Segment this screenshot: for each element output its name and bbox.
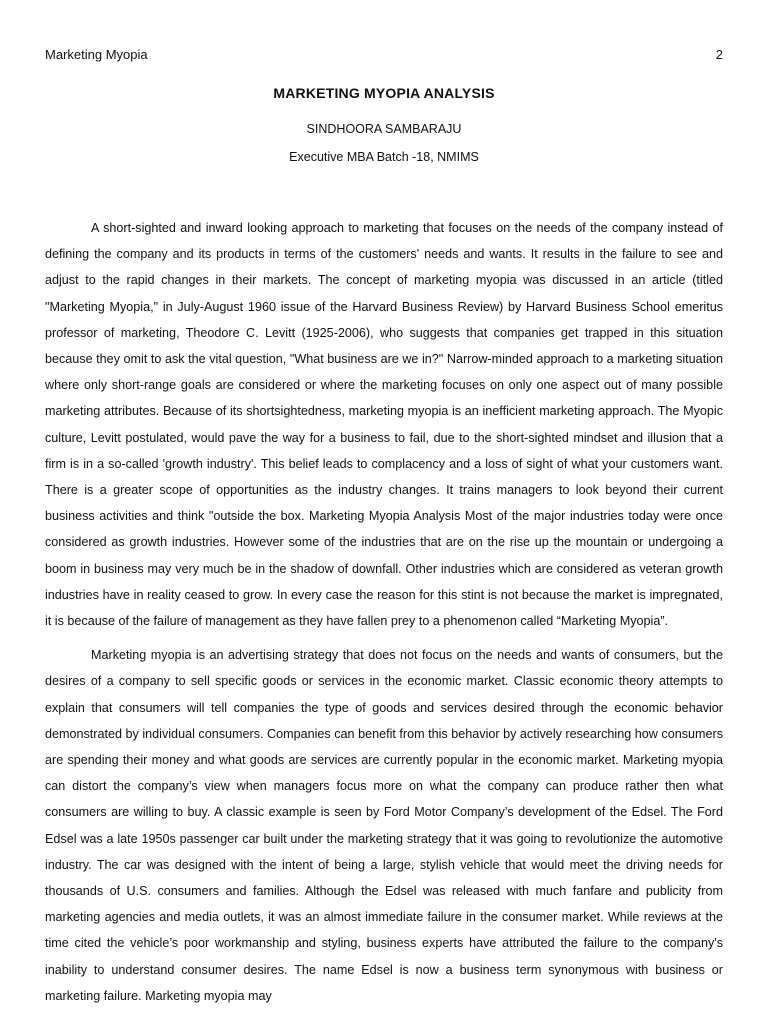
running-head: Marketing Myopia: [45, 47, 148, 62]
document-title: MARKETING MYOPIA ANALYSIS: [273, 85, 495, 101]
author-name: SINDHOORA SAMBARAJU: [306, 122, 462, 136]
paragraph-2: Marketing myopia is an advertising strategy that does not focus on the needs and wants of consumers, but the desires of a company to sell specific goods or services in the economic market. Classic economic theory attempts to explain that consumers will tell companies the type of goods and services desired through the economic behavior demonstrated by individual consumers. Companies can benefit from this behavior by actively researching how consumers are spending their money and what goods are services are currently popular in the economic market. Marketing myopia can distort the company’s view when managers focus more on what the company can produce rather then what consumers are willing to buy. A classic example is seen by Ford Motor Company’s development of the Edsel. The Ford Edsel was a late 1950s passenger car built under the marketing strategy that it was going to revolutionize the automotive industry. The car was designed with the intent of being a large, stylish vehicle that would meet the driving needs for thousands of U.S. consumers and families. Although the Edsel was released with much fanfare and publicity from marketing agencies and media outlets, it was an almost immediate failure in the consumer market. While reviews at the time cited the vehicle’s poor workmanship and styling, business experts have attributed the failure to the company's inability to understand consumer desires. The name Edsel is now a business term synonymous with business or marketing failure. Marketing myopia may: [45, 648, 723, 1003]
page-header: [45, 45, 723, 65]
title-block: [45, 82, 723, 166]
body-text: [45, 215, 723, 1009]
paragraph-1: A short-sighted and inward looking approach to marketing that focuses on the needs of the company instead of defining the company and its products in terms of the customers' needs and wants. It results in the failure to see and adjust to the rapid changes in their markets. The concept of marketing myopia was discussed in an article (titled "Marketing Myopia," in July-August 1960 issue of the Harvard Business Review) by Harvard Business School emeritus professor of marketing, Theodore C. Levitt (1925-2006), who suggests that companies get trapped in this situation because they omit to ask the vital question, "What business are we in?" Narrow-minded approach to a marketing situation where only short-range goals are considered or where the marketing focuses on only one aspect out of many possible marketing attributes. Because of its shortsightedness, marketing myopia is an inefficient marketing approach. The Myopic culture, Levitt postulated, would pave the way for a business to fail, due to the short-sighted mindset and illusion that a firm is in a so-called 'growth industry'. This belief leads to complacency and a loss of sight of what your customers want. There is a greater scope of opportunities as the industry changes. It trains managers to look beyond their current business activities and think "outside the box. Marketing Myopia Analysis Most of the major industries today were once considered as growth industries. However some of the industries that are on the rise up the mountain or undergoing a boom in business may very much be in the shadow of downfall. Other industries which are considered as veteran growth industries have in reality ceased to grow. In every case the reason for this stint is not because the market is impregnated, it is because of the failure of management as they have fallen prey to a phenomenon called “Marketing Myopia”.: [45, 221, 723, 629]
author-affiliation: Executive MBA Batch -18, NMIMS: [289, 150, 479, 164]
page-number: 2: [715, 47, 723, 62]
